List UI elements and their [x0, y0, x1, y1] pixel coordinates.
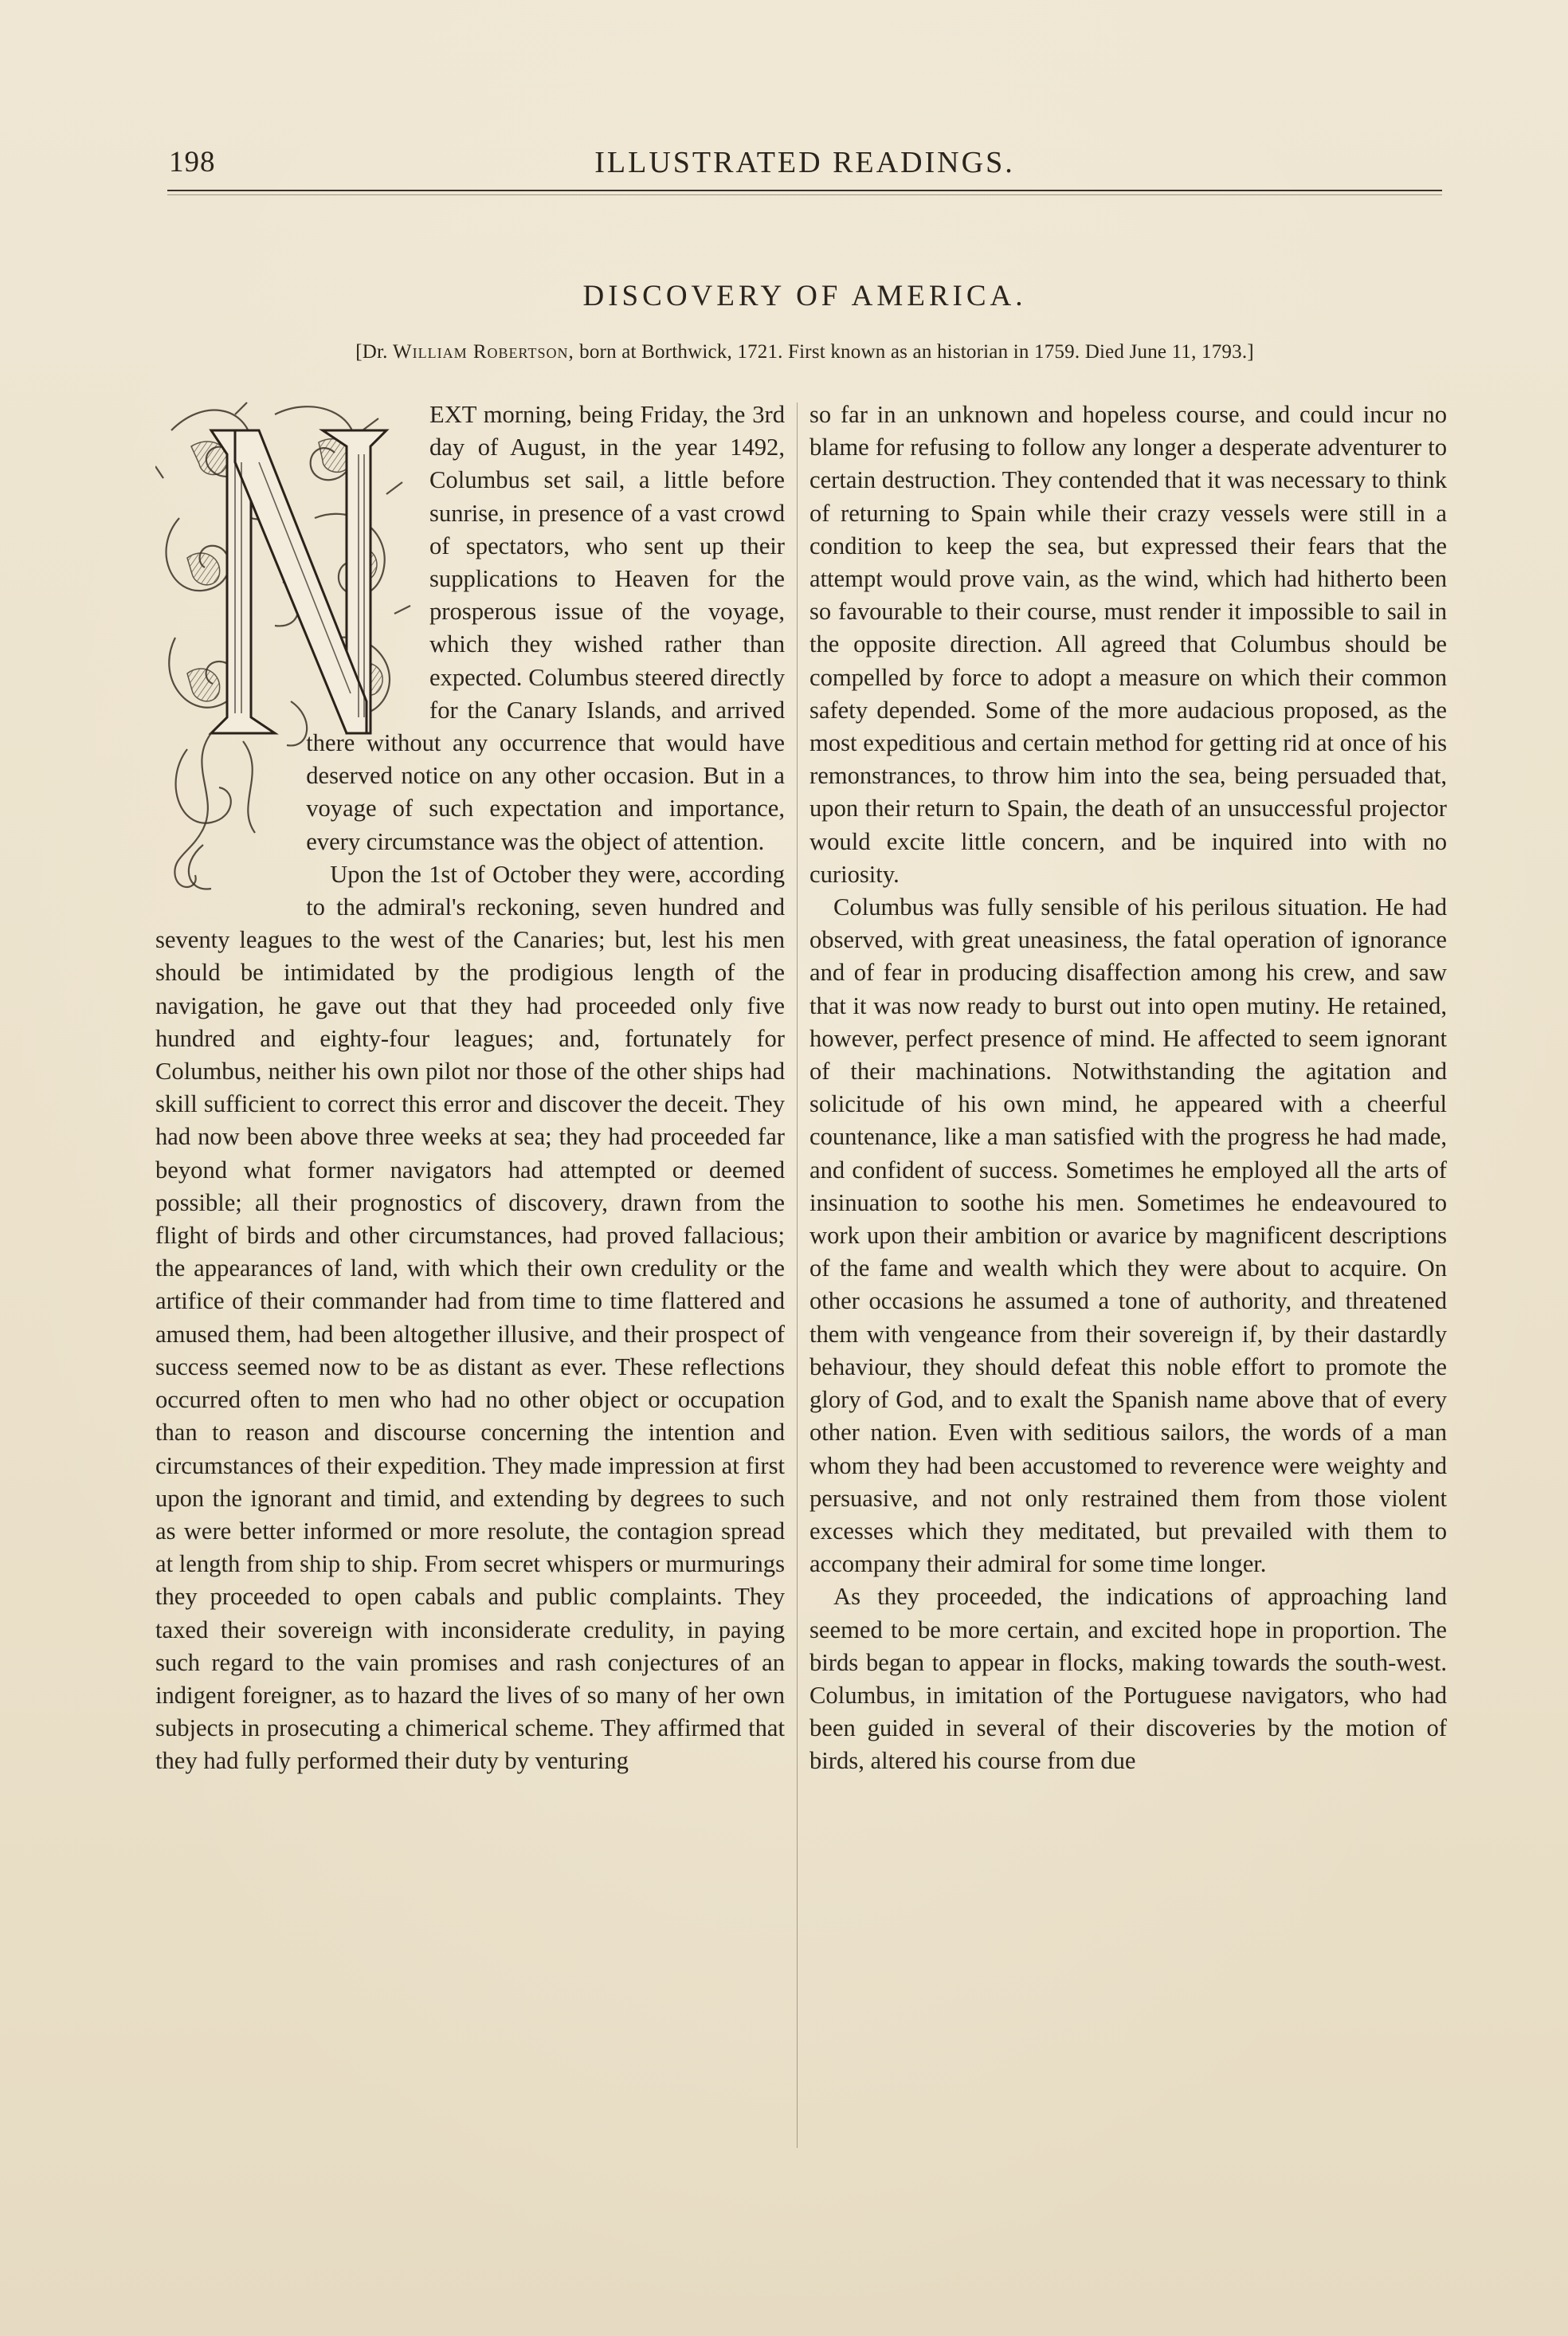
- running-title: ILLUSTRATED READINGS.: [594, 146, 1015, 179]
- left-column: [155, 398, 785, 1778]
- paragraph-2-continued: so far in an unknown and hopeless course, and could incur no blame for refusing to follow any longer a desperate adventurer to certain destruction. They contended that it was necessary to think of returning to Spain while their crazy vessels were still in a condition to keep the sea, but expressed their fears that the attempt would prove vain, as the wind, which had hitherto been so favourable to their course, must render it impossible to sail in the opposite direction. All agreed that Columbus should be compelled by force to adopt a measure on which their common safety depended. Some of the more audacious proposed, as the most expeditious and certain method for getting rid at once of his remonstrances, to throw him into the sea, being persuaded that, upon their return to Spain, the death of an unsuccessful projector would excite little concern, and be inquired into with no curiosity.: [809, 401, 1447, 888]
- article-title: DISCOVERY OF AMERICA.: [582, 280, 1027, 312]
- right-column: [809, 398, 1447, 1778]
- page-header: [167, 145, 1442, 186]
- header-rule-thin: [167, 194, 1442, 195]
- byline-rest: born at Borthwick, 1721. First known as an historian in 1759. Died June 11, 1793.]: [574, 341, 1254, 363]
- byline-author: William Robertson,: [393, 341, 574, 363]
- author-byline: [167, 341, 1442, 363]
- paragraph-1: EXT morning, being Friday, the 3rd day of August, in the year 1492, Columbus set sail, a little before sunrise, in presence of a vast crowd of spectators, who sent up their supplications to Heaven for the prosperous issue of the voyage, which they wished rather than expected. Columbus steered directly for the Canary Islands, and arrived there without any occurrence that would have deserved notice on any other occasion. But in a voyage of such expectation and importance, every circumstance was the object of attention.: [306, 401, 785, 855]
- byline-open: [Dr.: [355, 341, 394, 363]
- column-divider: [797, 402, 798, 2148]
- paragraph-3: Columbus was fully sensible of his perilous situation. He had observed, with great uneasiness, the fatal operation of ignorance and of fear in producing disaffection among his crew, and saw that it was now ready to burst out into open mutiny. He retained, however, perfect presence of mind. He affected to seem ignorant of their machinations. Notwithstanding the agitation and solicitude of his own mind, he appeared with a cheerful countenance, like a man satisfied with the progress he had made, and confident of success. Sometimes he employed all the arts of insinuation to soothe his men. Sometimes he endeavoured to work upon their ambition or avarice by magnificent descriptions of the fame and wealth which they were about to acquire. On other occasions he assumed a tone of authority, and threatened them with vengeance from their sovereign if, by their dastardly behaviour, they should defeat this noble effort to promote the glory of God, and to exalt the Spanish name above that of every other nation. Even with seditious sailors, the words of a man whom they had been accustomed to reverence were weighty and persuasive, and not only restrained them from those violent excesses which they meditated, but prevailed with them to accompany their admiral for some time longer.: [809, 893, 1447, 1578]
- header-rule: [167, 190, 1442, 191]
- page-number: 198: [169, 146, 216, 179]
- paragraph-2: Upon the 1st of October they were, according to the admiral's reckoning, seven hundred and seventy leagues to the west of the Canaries; but, lest his men should be intimidated by the prodigious length of the navigation, he gave out that they had proceeded only five hundred and eighty-four leagues; and, fortunately for Columbus, neither his own pilot nor those of the other ships had skill sufficient to correct this error and discover the deceit. They had now been above three weeks at sea; they had proceeded far beyond what former navigators had attempted or deemed possible; all their prognostics of discovery, drawn from the flight of birds and other circumstances, had proved fallacious; the appearances of land, with which their own credulity or the artifice of their commander had from time to time flattered and amused them, had been altogether illusive, and their prospect of success seemed now to be as distant as ever. These reflections occurred often to men who had no other object or occupation than to reason and discourse concerning the intention and circumstances of their expedition. They made impression at first upon the ignorant and timid, and extending by degrees to such as were better informed or more resolute, the contagion spread at length from ship to ship. From secret whispers or murmurings they proceeded to open cabals and public complaints. They taxed their sovereign with inconsiderate credulity, in paying such regard to the vain promises and rash conjectures of an indigent foreigner, as to hazard the lives of so many of her own subjects in prosecuting a chimerical scheme. They affirmed that they had fully performed their duty by venturing: [155, 860, 785, 1775]
- paragraph-4: As they proceeded, the indications of approaching land seemed to be more certain, and excited hope in proportion. The birds began to appear in flocks, making towards the south-west. Columbus, in imitation of the Portuguese navigators, who had been guided in several of their discoveries by the motion of birds, altered his course from due: [809, 1583, 1447, 1775]
